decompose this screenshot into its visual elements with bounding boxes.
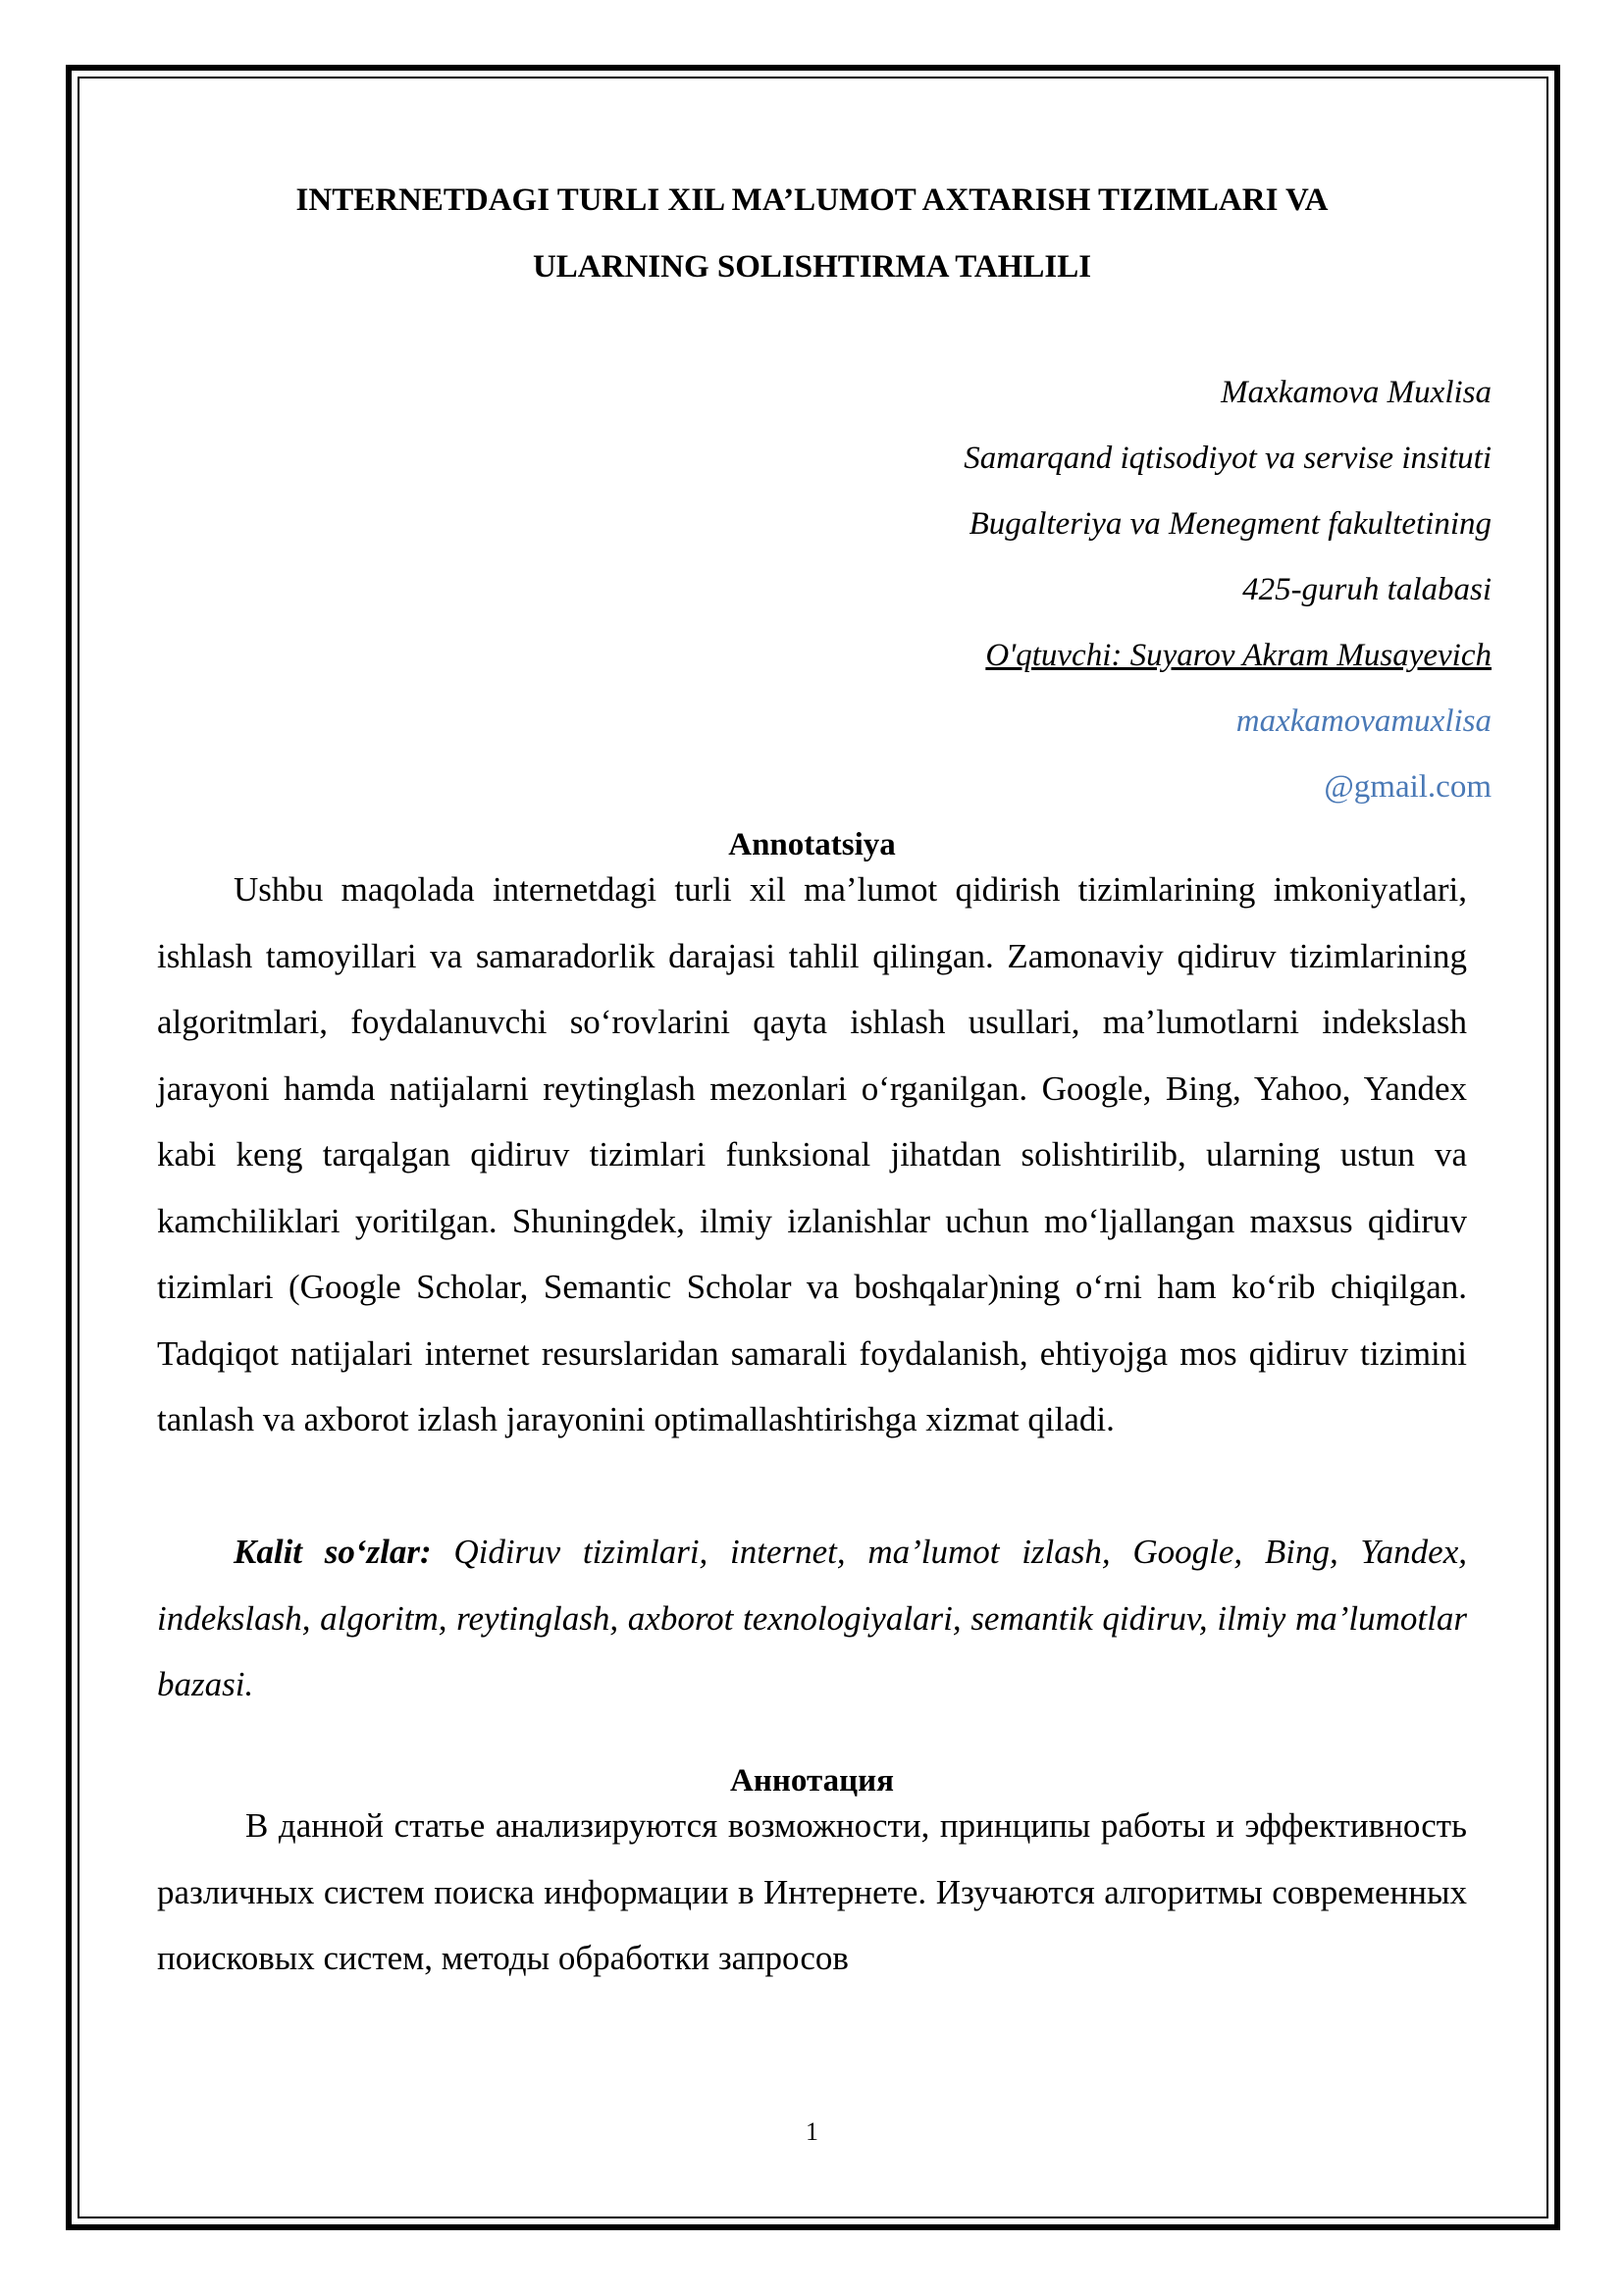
annotation-uz-paragraph [157,857,1467,1453]
keywords-paragraph [157,1519,1467,1718]
author-institution: Samarqand iqtisodiyot va servise insituti [964,441,1492,476]
author-teacher: O'qtuvchi: Suyarov Akram Musayevich [985,638,1492,673]
annotation-ru-heading: Аннотация [730,1763,894,1799]
author-group: 425-guruh talabasi [1242,572,1492,607]
author-faculty: Bugalteriya va Menegment fakultetining [969,506,1492,542]
annotation-uz-heading: Annotatsiya [728,827,896,862]
author-block [608,360,1492,820]
author-email-link[interactable] [608,689,1492,820]
annotation-uz-text: Ushbu maqolada internetdagi turli xil ma’lumot qidirish tizimlarining imkoniyatlari, ishlash tamoyillari va samaradorlik darajasi tahlil qilingan. Zamonaviy qidiruv tizimlarining algoritmlari, foydalanuvchi so‘rovlarini qayta ishlash usullari, ma’lumotlarni indekslash jarayoni hamda natijalarni reytinglash mezonlari o‘rganilgan. Google, Bing, Yahoo, Yandex kabi keng tarqalgan qidiruv tizimlari funksional jihatdan solishtirilib, ularning ustun va kamchiliklari yoritilgan. Shuningdek, ilmiy izlanishlar uchun mo‘ljallangan maxsus qidiruv tizimlari (Google Scholar, Semantic Scholar va boshqalar)ning o‘rni ham ko‘rib chiqilgan. Tadqiqot natijalari internet resurslaridan samarali foydalanish, ehtiyojga mos qidiruv tizimini tanlash va axborot izlash jarayonini optimallashtirishga xizmat qiladi. [157,870,1467,1438]
annotation-ru-paragraph [157,1793,1467,1992]
paper-title-line-2: ULARNING SOLISHTIRMA TAHLILI [532,249,1092,285]
email-user: maxkamovamuxlisa [1235,704,1492,739]
keywords-label: Kalit so‘zlar: [234,1533,432,1571]
author-name: Maxkamova Muxlisa [1221,375,1492,410]
annotation-ru-text: В данной статье анализируются возможности, принципы работы и эффективность различных систем поиска информации в Интернете. Изучаются алгоритмы современных поисковых систем, методы обработки запросов [157,1806,1467,1977]
keywords-text: Qidiruv tizimlari, internet, ma’lumot izlash, Google, Bing, Yandex, indekslash, algoritm, reytinglash, axborot texnologiyalari, semantik qidiruv, ilmiy ma’lumotlar bazasi. [157,1533,1467,1703]
paper-title-line-1: INTERNETDAGI TURLI XIL MA’LUMOT AXTARISH TIZIMLARI VA [295,183,1329,218]
email-domain: @gmail.com [1324,769,1492,805]
page-number: 1 [806,2117,818,2146]
paper-title [157,167,1467,300]
